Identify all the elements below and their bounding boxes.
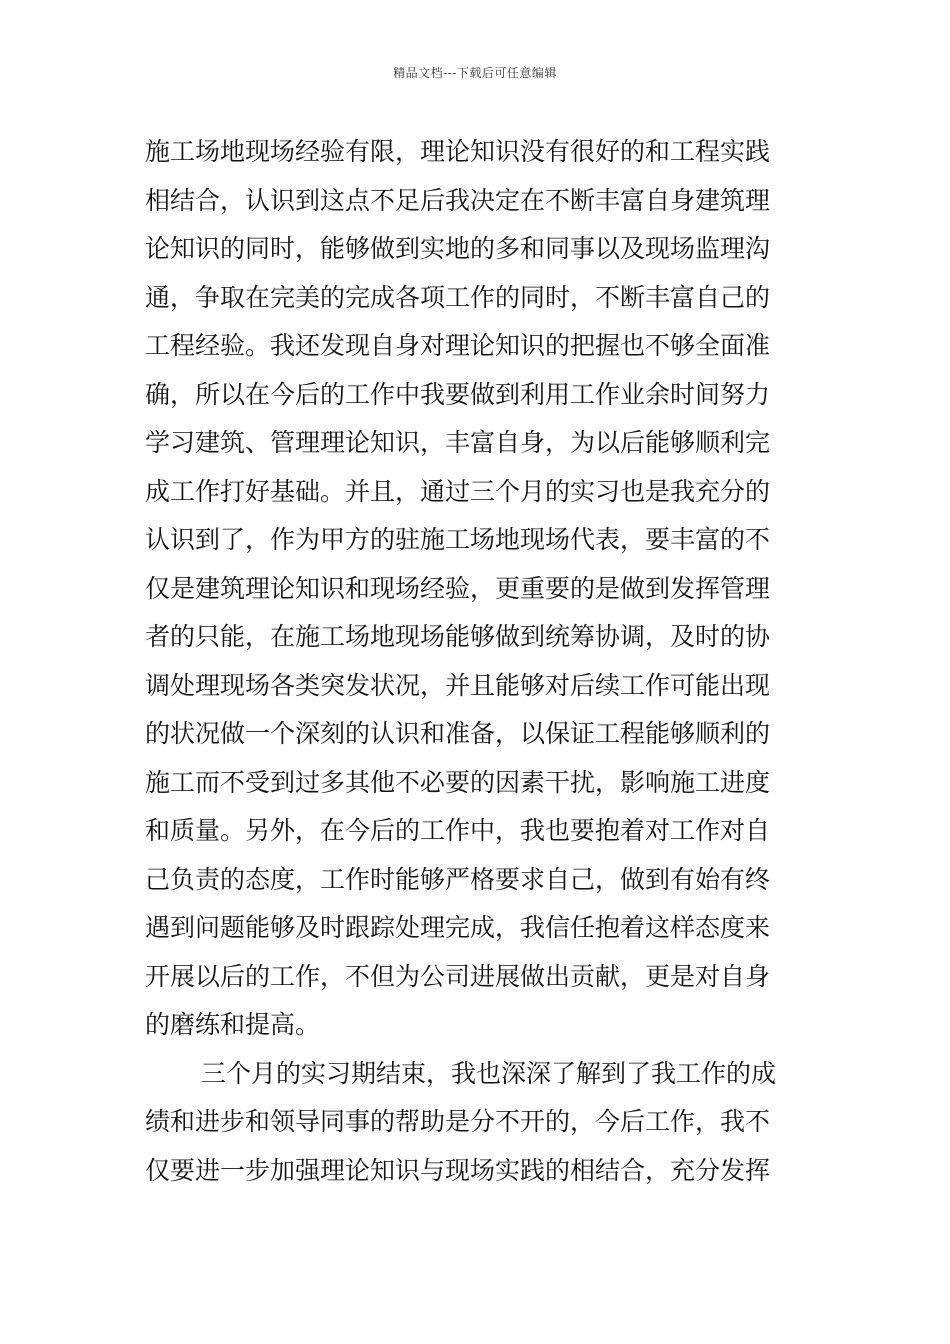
text-line: 绩和进步和领导同事的帮助是分不开的，今后工作，我不 (145, 1107, 771, 1136)
text-line: 的磨练和提高。 (145, 1010, 321, 1039)
document-body (145, 128, 810, 1195)
text-line: 调处理现场各类突发状况，并且能够对后续工作可能出现 (145, 670, 771, 700)
text-line: 遇到问题能够及时跟踪处理完成，我信任抱着这样态度来 (145, 913, 771, 942)
text-line: 施工场地现场经验有限，理论知识没有很好的和工程实践 (145, 137, 771, 166)
text-line: 者的只能，在施工场地现场能够做到统筹协调，及时的协 (145, 622, 771, 651)
text-line: 确，所以在今后的工作中我要做到利用工作业余时间努力 (145, 379, 771, 409)
text-line: 仅是建筑理论知识和现场经验，更重要的是做到发挥管理 (145, 573, 771, 603)
paragraph-2 (145, 1050, 810, 1196)
text-line: 论知识的同时，能够做到实地的多和同事以及现场监理沟 (145, 234, 771, 263)
text-line: 三个月的实习期结束，我也深深了解到了我工作的成 (201, 1058, 777, 1088)
text-line: 工程经验。我还发现自身对理论知识的把握也不够全面准 (145, 331, 771, 360)
page-header: 精品文档---下载后可任意编辑 (393, 66, 557, 80)
text-line: 认识到了，作为甲方的驻施工场地现场代表，要丰富的不 (145, 525, 771, 554)
text-line: 施工而不受到过多其他不必要的因素干扰，影响施工进度 (145, 767, 771, 797)
text-line: 相结合，认识到这点不足后我决定在不断丰富自身建筑理 (145, 185, 771, 215)
text-line: 和质量。另外，在今后的工作中，我也要抱着对工作对自 (145, 816, 771, 845)
paragraph-1 (145, 128, 810, 1050)
text-line: 通，争取在完美的完成各项工作的同时，不断丰富自己的 (145, 282, 771, 312)
text-line: 开展以后的工作，不但为公司进展做出贡献，更是对自身 (145, 961, 771, 991)
text-line: 成工作打好基础。并且，通过三个月的实习也是我充分的 (145, 476, 771, 506)
text-line: 己负责的态度，工作时能够严格要求自己，做到有始有终 (145, 864, 771, 894)
text-line: 学习建筑、管理理论知识，丰富自身，为以后能够顺利完 (145, 428, 771, 457)
text-line: 的状况做一个深刻的认识和准备，以保证工程能够顺利的 (145, 719, 771, 748)
text-line: 仅要进一步加强理论知识与现场实践的相结合，充分发挥 (145, 1155, 771, 1185)
